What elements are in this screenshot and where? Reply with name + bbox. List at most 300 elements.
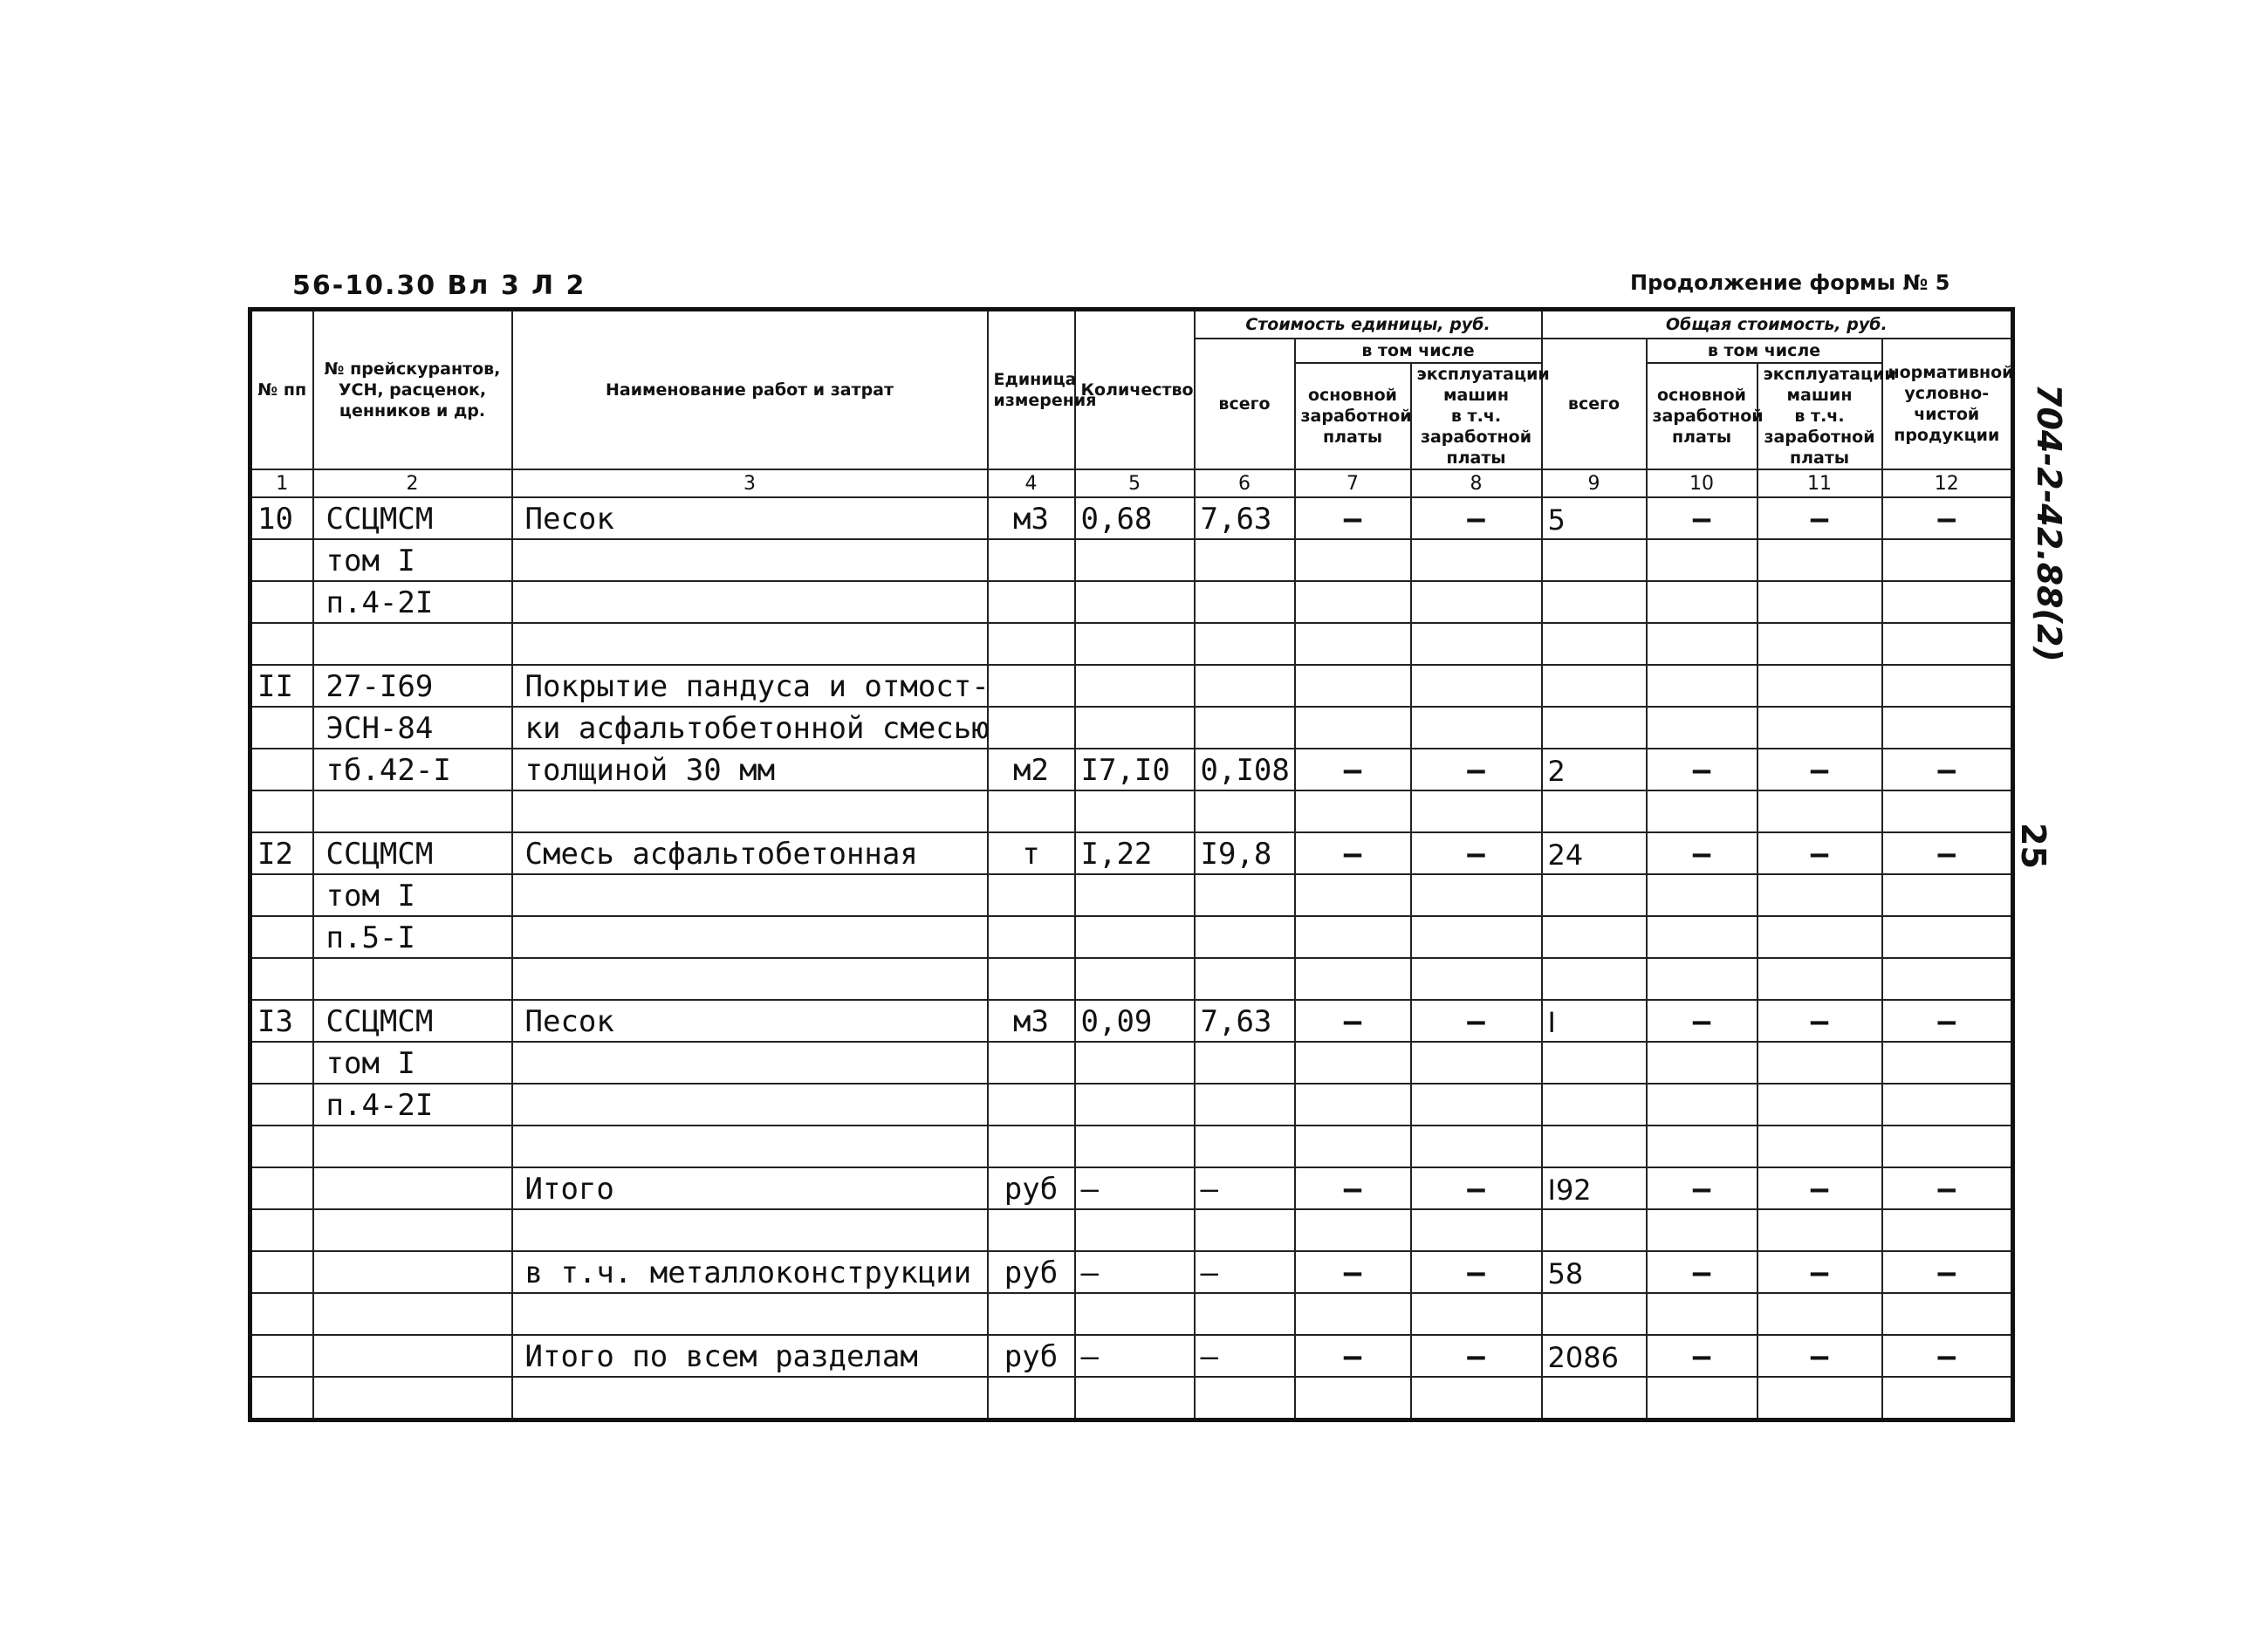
unit-cost-total-cell [1195,623,1295,665]
row-number-cell [250,623,313,665]
quantity-cell [1075,539,1195,581]
work-name-cell: Песок [512,1000,988,1042]
price-reference-cell: п.4-2I [313,581,512,623]
total-cost-cell: 2086 [1542,1335,1647,1377]
total-cost-cell [1542,958,1647,1000]
unit-cost-machines-cell [1411,623,1542,665]
total-cost-machines-cell [1758,790,1882,832]
total-cost-cell [1542,1209,1647,1251]
quantity-cell: – [1075,1167,1195,1209]
table-row [250,874,2013,916]
unit-cost-wages-cell: – [1295,832,1411,874]
quantity-cell [1075,1377,1195,1420]
unit-cost-wages-cell: – [1295,1335,1411,1377]
total-cost-wages-cell [1647,916,1758,958]
total-cost-wages-cell: – [1647,749,1758,790]
quantity-cell [1075,665,1195,707]
total-incl-header: в том числе [1647,339,1882,363]
unit-cost-total-cell: I9,8 [1195,832,1295,874]
unit-cost-wages-cell [1295,1293,1411,1335]
total-cost-cell: I92 [1542,1167,1647,1209]
total-cost-machines-cell: – [1758,832,1882,874]
col-header-1: № пп [250,310,313,470]
column-number: 7 [1295,469,1411,497]
total-cost-wages-cell [1647,1126,1758,1167]
work-name-cell: Итого [512,1167,988,1209]
row-number-cell [250,749,313,790]
total-cost-wages-cell [1647,1084,1758,1126]
total-cost-machines-cell [1758,874,1882,916]
col-header-9: всего [1542,339,1647,469]
total-cost-cell: 2 [1542,749,1647,790]
total-cost-cell [1542,1126,1647,1167]
net-production-cell [1882,958,2013,1000]
column-number: 6 [1195,469,1295,497]
unit-cell [988,1293,1075,1335]
price-reference-cell [313,1335,512,1377]
unit-cost-total-cell [1195,1377,1295,1420]
total-cost-machines-cell [1758,1042,1882,1084]
unit-cost-wages-cell [1295,1084,1411,1126]
net-production-cell [1882,539,2013,581]
total-cost-machines-cell [1758,916,1882,958]
price-reference-cell: том I [313,874,512,916]
column-number: 3 [512,469,988,497]
unit-cost-total-cell [1195,581,1295,623]
work-name-cell [512,1293,988,1335]
unit-cost-total-cell: 0,I08 [1195,749,1295,790]
work-name-cell [512,1377,988,1420]
net-production-cell [1882,1209,2013,1251]
col-header-11 [1758,363,1896,469]
unit-cost-machines-cell: – [1411,1335,1542,1377]
total-cost-wages-cell [1647,790,1758,832]
table-row [250,832,2013,874]
price-reference-cell: ССЦМСМ [313,1000,512,1042]
row-number-cell: I3 [250,1000,313,1042]
quantity-cell [1075,874,1195,916]
col-header-7: основной заработной платы [1295,363,1411,469]
total-cost-cell [1542,874,1647,916]
col-header-5: Количество [1075,310,1195,470]
unit-cost-total-cell [1195,539,1295,581]
unit-cell: м3 [988,497,1075,539]
total-cost-wages-cell [1647,623,1758,665]
total-cost-cell [1542,1293,1647,1335]
table-row [250,749,2013,790]
col-header-4: Единица измерения [988,310,1075,470]
unit-cell [988,1084,1075,1126]
table-row [250,916,2013,958]
document-code: 56-10.30 Вл 3 Л 2 [292,270,586,301]
unit-cost-machines-cell [1411,1209,1542,1251]
quantity-cell: I,22 [1075,832,1195,874]
work-name-cell [512,1209,988,1251]
total-cost-wages-cell [1647,707,1758,749]
unit-cost-machines-cell: – [1411,497,1542,539]
column-number: 5 [1075,469,1195,497]
quantity-cell [1075,958,1195,1000]
table-row [250,1293,2013,1335]
table-row [250,790,2013,832]
unit-cost-wages-cell [1295,790,1411,832]
unit-cost-wages-cell: – [1295,749,1411,790]
unit-cost-total-cell [1195,665,1295,707]
net-production-cell [1882,623,2013,665]
unit-cost-wages-cell [1295,623,1411,665]
total-cost-machines-cell [1758,581,1882,623]
total-cost-machines-cell: – [1758,497,1882,539]
price-reference-cell [313,1209,512,1251]
net-production-cell: – [1882,832,2013,874]
unit-cost-wages-cell [1295,707,1411,749]
table-row [250,1042,2013,1084]
price-reference-cell: том I [313,539,512,581]
unit-cost-wages-cell: – [1295,1251,1411,1293]
price-reference-cell: тб.42-I [313,749,512,790]
unit-cost-machines-cell: – [1411,749,1542,790]
unit-cost-total-cell: 7,63 [1195,497,1295,539]
unit-cost-machines-cell [1411,790,1542,832]
col-header-11-wages: в т.ч. заработной платы [1764,407,1875,468]
total-cost-wages-cell [1647,1293,1758,1335]
unit-cost-machines-cell [1411,1126,1542,1167]
col-header-6: всего [1195,339,1295,469]
total-cost-cell: 58 [1542,1251,1647,1293]
unit-cost-total-cell [1195,916,1295,958]
unit-cost-machines-cell [1411,665,1542,707]
col-header-8 [1411,363,1550,469]
col-header-10: основной заработной платы [1647,363,1758,469]
table-row [250,1251,2013,1293]
unit-cell [988,874,1075,916]
row-number-cell: I2 [250,832,313,874]
total-cost-wages-cell [1647,1377,1758,1420]
col-header-12: нормативной условно-чистой продукции [1882,339,2013,469]
total-cost-machines-cell [1758,707,1882,749]
work-name-cell: Смесь асфальтобетонная [512,832,988,874]
col-header-8-wages: в т.ч. заработной платы [1420,407,1532,468]
net-production-cell [1882,581,2013,623]
unit-cell [988,916,1075,958]
row-number-cell [250,1251,313,1293]
total-cost-wages-cell: – [1647,1167,1758,1209]
unit-cost-wages-cell [1295,1042,1411,1084]
unit-cost-total-cell [1195,1084,1295,1126]
quantity-cell [1075,1293,1195,1335]
total-cost-machines-cell: – [1758,1251,1882,1293]
quantity-cell: – [1075,1335,1195,1377]
row-number-cell [250,1335,313,1377]
table-row [250,1126,2013,1167]
quantity-cell: 0,09 [1075,1000,1195,1042]
net-production-cell [1882,1293,2013,1335]
total-cost-machines-cell: – [1758,749,1882,790]
col-header-11-machines: эксплуатации машин [1763,365,1896,405]
table-header [250,310,2013,498]
unit-cost-machines-cell: – [1411,1000,1542,1042]
row-number-cell [250,707,313,749]
total-cost-machines-cell [1758,1126,1882,1167]
unit-cell [988,581,1075,623]
unit-cost-wages-cell: – [1295,497,1411,539]
total-cost-machines-cell [1758,539,1882,581]
table-row [250,623,2013,665]
column-number: 10 [1647,469,1758,497]
table-row [250,707,2013,749]
unit-cell [988,1209,1075,1251]
unit-cost-machines-cell [1411,874,1542,916]
net-production-cell [1882,707,2013,749]
net-production-cell [1882,1377,2013,1420]
unit-cost-total-cell [1195,1126,1295,1167]
unit-cost-wages-cell: – [1295,1000,1411,1042]
unit-cost-wages-cell [1295,874,1411,916]
net-production-cell [1882,790,2013,832]
unit-cell: т [988,832,1075,874]
total-cost-machines-cell: – [1758,1167,1882,1209]
table-row [250,1335,2013,1377]
table-row [250,665,2013,707]
column-number: 1 [250,469,313,497]
unit-cell: м2 [988,749,1075,790]
total-cost-machines-cell: – [1758,1000,1882,1042]
row-number-cell [250,1293,313,1335]
net-production-cell [1882,874,2013,916]
work-name-cell: Итого по всем разделам [512,1335,988,1377]
unit-incl-header: в том числе [1295,339,1542,363]
total-cost-cell [1542,1377,1647,1420]
unit-cell [988,623,1075,665]
net-production-cell: – [1882,749,2013,790]
col-header-8-machines: эксплуатации машин [1416,365,1550,405]
unit-cost-wages-cell: – [1295,1167,1411,1209]
total-cost-machines-cell [1758,665,1882,707]
total-cost-wages-cell: – [1647,497,1758,539]
column-number: 2 [313,469,512,497]
net-production-cell [1882,1126,2013,1167]
price-reference-cell [313,1251,512,1293]
work-name-cell: толщиной 30 мм [512,749,988,790]
unit-cell [988,958,1075,1000]
column-number: 8 [1411,469,1542,497]
table-row [250,539,2013,581]
unit-cost-group-header: Стоимость единицы, руб. [1195,310,1542,339]
price-reference-cell: п.4-2I [313,1084,512,1126]
price-reference-cell: п.5-I [313,916,512,958]
form-continuation-label: Продолжение формы № 5 [1630,270,1950,295]
row-number-cell [250,958,313,1000]
total-cost-cell: 24 [1542,832,1647,874]
price-reference-cell [313,1293,512,1335]
row-number-cell: II [250,665,313,707]
total-cost-cell [1542,665,1647,707]
net-production-cell: – [1882,1335,2013,1377]
quantity-cell [1075,623,1195,665]
net-production-cell: – [1882,497,2013,539]
table-row [250,958,2013,1000]
net-production-cell [1882,1042,2013,1084]
unit-cost-total-cell [1195,707,1295,749]
row-number-cell [250,1042,313,1084]
quantity-cell [1075,1126,1195,1167]
unit-cell [988,539,1075,581]
unit-cell [988,1126,1075,1167]
unit-cost-machines-cell [1411,1084,1542,1126]
column-number: 9 [1542,469,1647,497]
total-cost-wages-cell [1647,539,1758,581]
column-number: 12 [1882,469,2013,497]
table-row [250,581,2013,623]
work-name-cell [512,581,988,623]
total-cost-cell [1542,1042,1647,1084]
total-cost-wages-cell: – [1647,1335,1758,1377]
price-reference-cell: ЭСН-84 [313,707,512,749]
unit-cost-machines-cell [1411,916,1542,958]
work-name-cell [512,623,988,665]
unit-cost-total-cell [1195,790,1295,832]
row-number-cell [250,1167,313,1209]
row-number-cell [250,874,313,916]
total-cost-cell [1542,1084,1647,1126]
row-number-cell: 10 [250,497,313,539]
unit-cost-total-cell: – [1195,1167,1295,1209]
unit-cost-wages-cell [1295,916,1411,958]
price-reference-cell [313,790,512,832]
work-name-cell [512,539,988,581]
work-name-cell: ки асфальтобетонной смесью [512,707,988,749]
net-production-cell [1882,1084,2013,1126]
work-name-cell [512,958,988,1000]
row-number-cell [250,1084,313,1126]
column-number-row [250,469,2013,497]
total-cost-wages-cell: – [1647,1251,1758,1293]
table-row [250,497,2013,539]
unit-cost-machines-cell [1411,1377,1542,1420]
unit-cost-wages-cell [1295,1377,1411,1420]
column-number: 4 [988,469,1075,497]
col-header-2: № прейскурантов, УСН, расценок, ценников и др. [313,310,512,470]
price-reference-cell [313,1126,512,1167]
unit-cost-total-cell [1195,874,1295,916]
net-production-cell [1882,665,2013,707]
work-name-cell: Покрытие пандуса и отмост- [512,665,988,707]
net-production-cell [1882,916,2013,958]
total-cost-wages-cell: – [1647,832,1758,874]
row-number-cell [250,539,313,581]
quantity-cell [1075,1042,1195,1084]
unit-cost-total-cell [1195,1209,1295,1251]
unit-cell [988,790,1075,832]
total-cost-cell: 5 [1542,497,1647,539]
unit-cost-machines-cell [1411,958,1542,1000]
total-cost-cell [1542,790,1647,832]
total-cost-cell [1542,539,1647,581]
unit-cell: руб [988,1251,1075,1293]
column-number: 11 [1758,469,1882,497]
unit-cost-total-cell [1195,1042,1295,1084]
net-production-cell: – [1882,1167,2013,1209]
price-reference-cell [313,1377,512,1420]
col-header-3: Наименование работ и затрат [512,310,988,470]
price-reference-cell [313,623,512,665]
work-name-cell [512,1126,988,1167]
total-cost-wages-cell [1647,581,1758,623]
table-row [250,1000,2013,1042]
unit-cost-machines-cell [1411,539,1542,581]
total-cost-machines-cell [1758,1209,1882,1251]
unit-cost-total-cell: – [1195,1335,1295,1377]
row-number-cell [250,581,313,623]
unit-cost-wages-cell [1295,581,1411,623]
unit-cost-machines-cell: – [1411,1251,1542,1293]
total-cost-cell [1542,707,1647,749]
total-cost-machines-cell [1758,623,1882,665]
total-cost-wages-cell: – [1647,1000,1758,1042]
unit-cost-machines-cell [1411,1042,1542,1084]
side-document-number: 704-2-42.88(2) [2030,384,2068,662]
unit-cost-wages-cell [1295,958,1411,1000]
price-reference-cell: 27-I69 [313,665,512,707]
unit-cost-total-cell [1195,958,1295,1000]
row-number-cell [250,916,313,958]
price-reference-cell: ССЦМСМ [313,832,512,874]
total-cost-cell [1542,581,1647,623]
unit-cost-machines-cell [1411,1293,1542,1335]
price-reference-cell: том I [313,1042,512,1084]
unit-cell [988,707,1075,749]
quantity-cell [1075,790,1195,832]
total-cost-group-header: Общая стоимость, руб. [1542,310,2013,339]
work-name-cell: в т.ч. металлоконструкции [512,1251,988,1293]
unit-cell [988,1042,1075,1084]
total-cost-cell [1542,623,1647,665]
price-reference-cell [313,958,512,1000]
unit-cost-wages-cell [1295,539,1411,581]
quantity-cell [1075,707,1195,749]
work-name-cell: Песок [512,497,988,539]
price-reference-cell [313,1167,512,1209]
quantity-cell [1075,1209,1195,1251]
net-production-cell: – [1882,1251,2013,1293]
price-reference-cell: ССЦМСМ [313,497,512,539]
total-cost-machines-cell: – [1758,1335,1882,1377]
table-row [250,1084,2013,1126]
total-cost-cell [1542,916,1647,958]
total-cost-machines-cell [1758,1293,1882,1335]
unit-cost-wages-cell [1295,1126,1411,1167]
table-row [250,1167,2013,1209]
unit-cost-machines-cell [1411,581,1542,623]
total-cost-wages-cell [1647,665,1758,707]
total-cost-machines-cell [1758,1084,1882,1126]
work-name-cell [512,1084,988,1126]
table-body [250,497,2013,1420]
unit-cost-machines-cell: – [1411,832,1542,874]
net-production-cell: – [1882,1000,2013,1042]
quantity-cell [1075,1084,1195,1126]
work-name-cell [512,916,988,958]
row-number-cell [250,1126,313,1167]
work-name-cell [512,874,988,916]
unit-cost-wages-cell [1295,1209,1411,1251]
work-name-cell [512,790,988,832]
unit-cost-wages-cell [1295,665,1411,707]
quantity-cell [1075,916,1195,958]
unit-cost-total-cell [1195,1293,1295,1335]
unit-cell: м3 [988,1000,1075,1042]
unit-cell [988,1377,1075,1420]
